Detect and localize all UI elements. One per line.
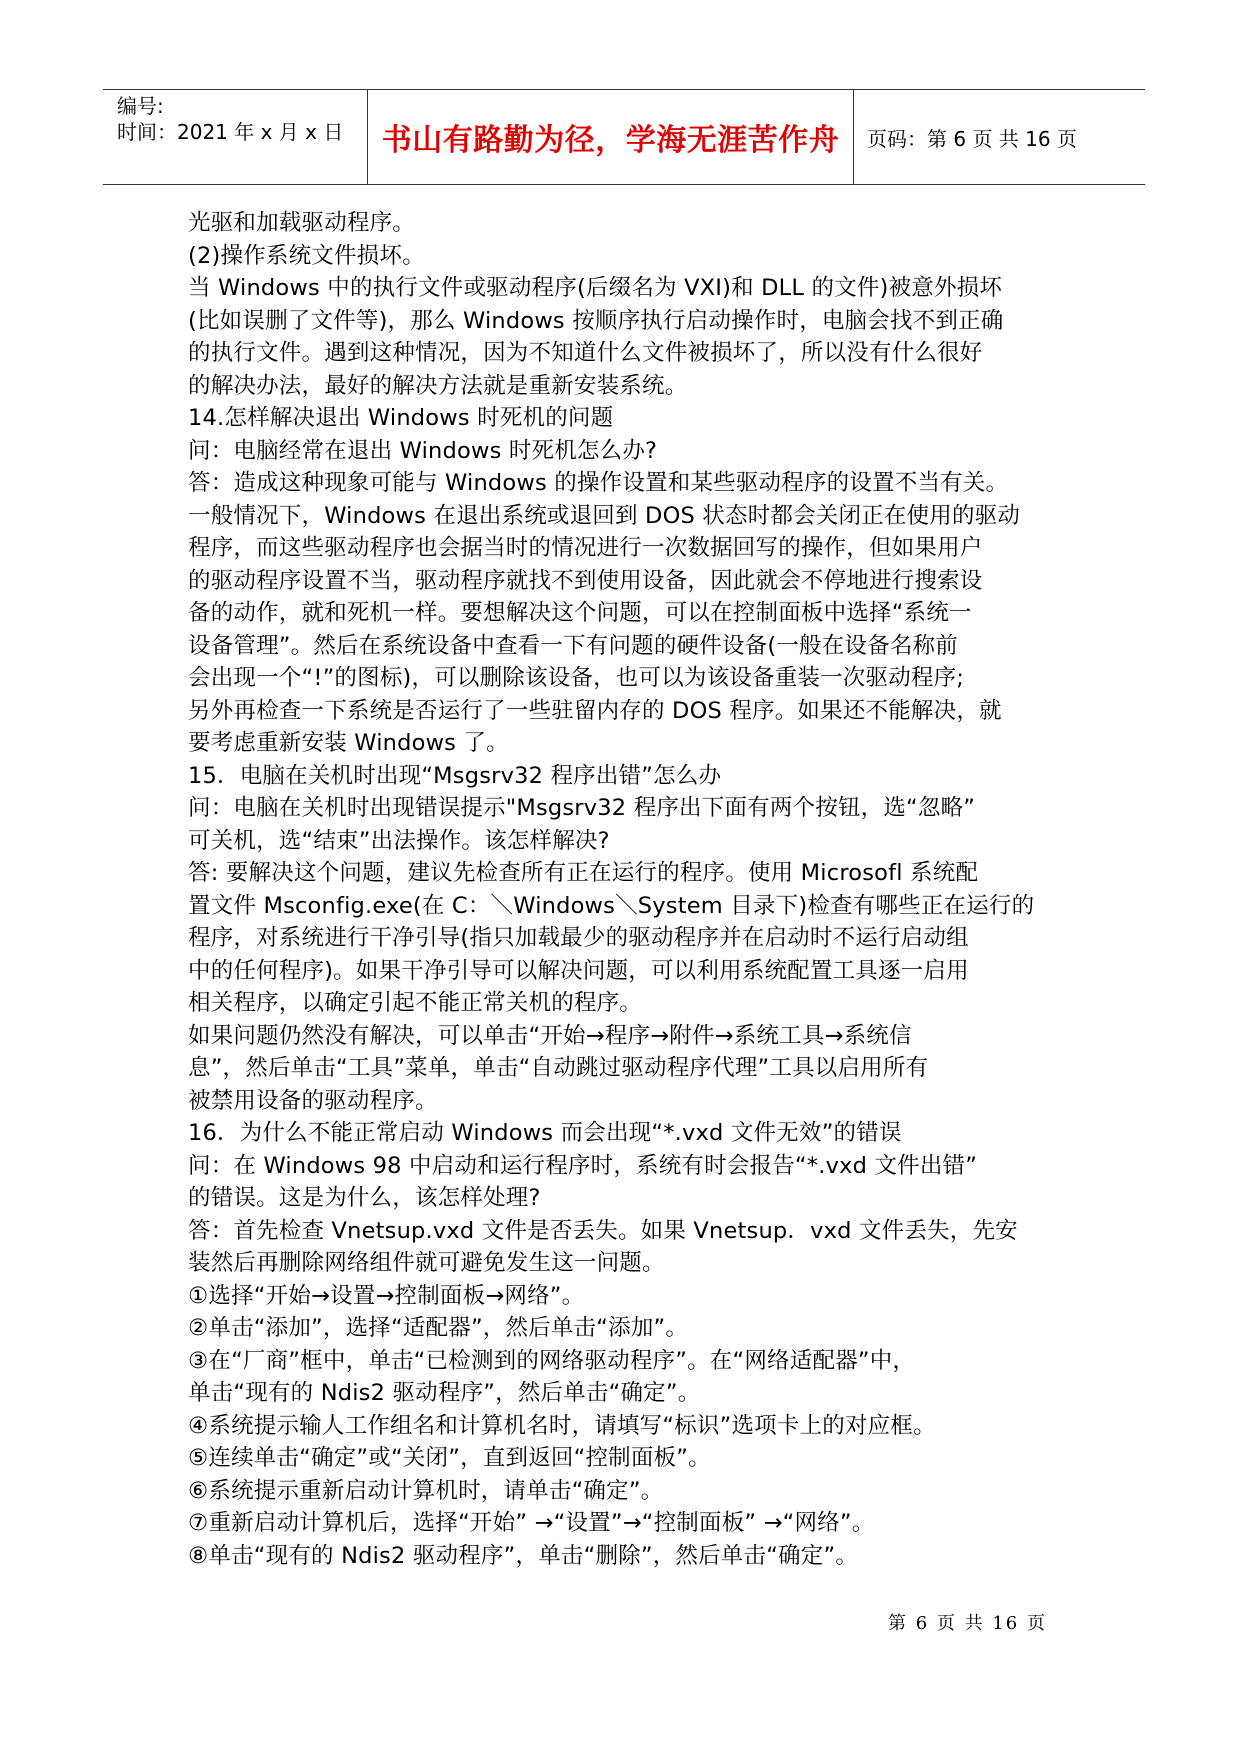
body-text-line: 被禁用设备的驱动程序。	[188, 1087, 438, 1114]
body-text-line: 息”，然后单击“工具”菜单，单击“自动跳过驱动程序代理”工具以启用所有	[188, 1055, 929, 1081]
header-page-cell	[855, 90, 1145, 184]
body-text-line: 答：造成这种现象可能与 Windows 的操作设置和某些驱动程序的设置不当有关。	[188, 470, 1009, 496]
motto-text: 书山有路勤为径，学海无涯苦作舟	[381, 123, 840, 158]
body-text-line: 问：电脑经常在退出 Windows 时死机怎么办?	[188, 437, 658, 464]
body-text-line: 另外再检查一下系统是否运行了一些驻留内存的 DOS 程序。如果还不能解决，就	[188, 697, 1002, 724]
body-text-line: 的解决办法，最好的解决方法就是重新安装系统。	[188, 372, 688, 399]
body-text-line: ④系统提示输人工作组名和计算机名时，请填写“标识”选项卡上的对应框。	[188, 1412, 936, 1439]
number-label: 编号:	[117, 94, 164, 118]
header-meta	[103, 90, 366, 184]
document-body	[188, 207, 1078, 1572]
body-text-line: (比如误删了文件等)，那么 Windows 按顺序执行启动操作时，电脑会找不到正确	[188, 307, 1004, 334]
body-text-line: 的驱动程序设置不当，驱动程序就找不到使用设备，因此就会不停地进行搜索设	[188, 567, 983, 594]
body-text-line: 要考虑重新安装 Windows 了。	[188, 730, 509, 756]
body-text-line: ⑥系统提示重新启动计算机时，请单击“确定”。	[188, 1477, 664, 1504]
body-text-line: 答: 要解决这个问题，建议先检查所有正在运行的程序。使用 Microsofl 系统配	[188, 860, 979, 886]
body-text-line: 问：在 Windows 98 中启动和运行程序时，系统有时会报告“*.vxd 文件出错”	[188, 1152, 978, 1179]
header-page-info: 页码：第 6 页 共 16 页	[867, 126, 1077, 151]
time-label: 时间：2021 年 x 月 x 日	[117, 120, 344, 144]
header-motto-cell	[367, 90, 854, 184]
body-text-line: ⑦重新启动计算机后，选择“开始” →“设置”→“控制面板” →“网络”。	[188, 1510, 875, 1536]
body-text-line: 置文件 Msconfig.exe(在 C：＼Windows＼System 目录下)检查有哪些正在运行的	[188, 892, 1035, 919]
body-text-line: 可关机，选“结束”出法操作。该怎样解决?	[188, 827, 610, 854]
body-text-line: 装然后再删除网络组件就可避免发生这一问题。	[188, 1250, 665, 1276]
body-text-line: ⑤连续单击“确定”或“关闭”，直到返回“控制面板”。	[188, 1445, 711, 1471]
body-text-line: 设备管理”。然后在系统设备中查看一下有问题的硬件设备(一般在设备名称前	[188, 632, 958, 659]
body-text-line: 单击“现有的 Ndis2 驱动程序”，然后单击“确定”。	[188, 1380, 701, 1406]
body-text-line: 当 Windows 中的执行文件或驱动程序(后缀名为 VXI)和 DLL 的文件)被意外损坏	[188, 275, 1003, 301]
body-text-line: 相关程序，以确定引起不能正常关机的程序。	[188, 990, 643, 1016]
body-text-line: 程序，对系统进行干净引导(指只加载最少的驱动程序并在启动时不运行启动组	[188, 925, 969, 951]
body-text-line: 问：电脑在关机时出现错误提示"Msgsrv32 程序出下面有两个按钮，选“忽略”	[188, 795, 976, 821]
body-text-line: 会出现一个“!”的图标)，可以删除该设备，也可以为该设备重装一次驱动程序;	[188, 665, 965, 691]
body-text-line: 14.怎样解决退出 Windows 时死机的问题	[188, 405, 614, 431]
body-text-line: 备的动作，就和死机一样。要想解决这个问题，可以在控制面板中选择“系统一	[188, 600, 972, 626]
body-text-line: 光驱和加载驱动程序。	[188, 210, 416, 236]
body-text-line: 16．为什么不能正常启动 Windows 而会出现“*.vxd 文件无效”的错误	[188, 1120, 902, 1146]
body-text-line: 如果问题仍然没有解决，可以单击“开始→程序→附件→系统工具→系统信	[188, 1022, 912, 1049]
body-text-line: ⑧单击“现有的 Ndis2 驱动程序”，单击“删除”，然后单击“确定”。	[188, 1542, 859, 1569]
body-text-line: (2)操作系统文件损坏。	[188, 242, 425, 269]
body-text-line: 一般情况下，Windows 在退出系统或退回到 DOS 状态时都会关闭正在使用的驱动	[188, 502, 1021, 529]
body-text-line: 答：首先检查 Vnetsup.vxd 文件是否丢失。如果 Vnetsup．vxd 文件丢失，先安	[188, 1217, 1018, 1244]
body-text-line: 中的任何程序)。如果干净引导可以解决问题，可以利用系统配置工具逐一启用	[188, 957, 969, 984]
body-text-line: 程序，而这些驱动程序也会据当时的情况进行一次数据回写的操作，但如果用户	[188, 535, 983, 561]
page-footer: 第 6 页 共 16 页	[888, 1613, 1047, 1634]
body-text-line: ①选择“开始→设置→控制面板→网络”。	[188, 1282, 585, 1309]
body-text-line: 的错误。这是为什么，该怎样处理?	[188, 1185, 541, 1211]
body-text-line: ③在“厂商”框中，单击“已检测到的网络驱动程序”。在“网络适配器”中，	[188, 1347, 916, 1374]
body-text-line: 的执行文件。遇到这种情况，因为不知道什么文件被损坏了，所以没有什么很好	[188, 340, 983, 366]
body-text-line: ②单击“添加”，选择“适配器”，然后单击“添加”。	[188, 1315, 689, 1341]
page-header	[103, 89, 1145, 185]
body-text-line: 15．电脑在关机时出现“Msgsrv32 程序出错”怎么办	[188, 762, 722, 789]
